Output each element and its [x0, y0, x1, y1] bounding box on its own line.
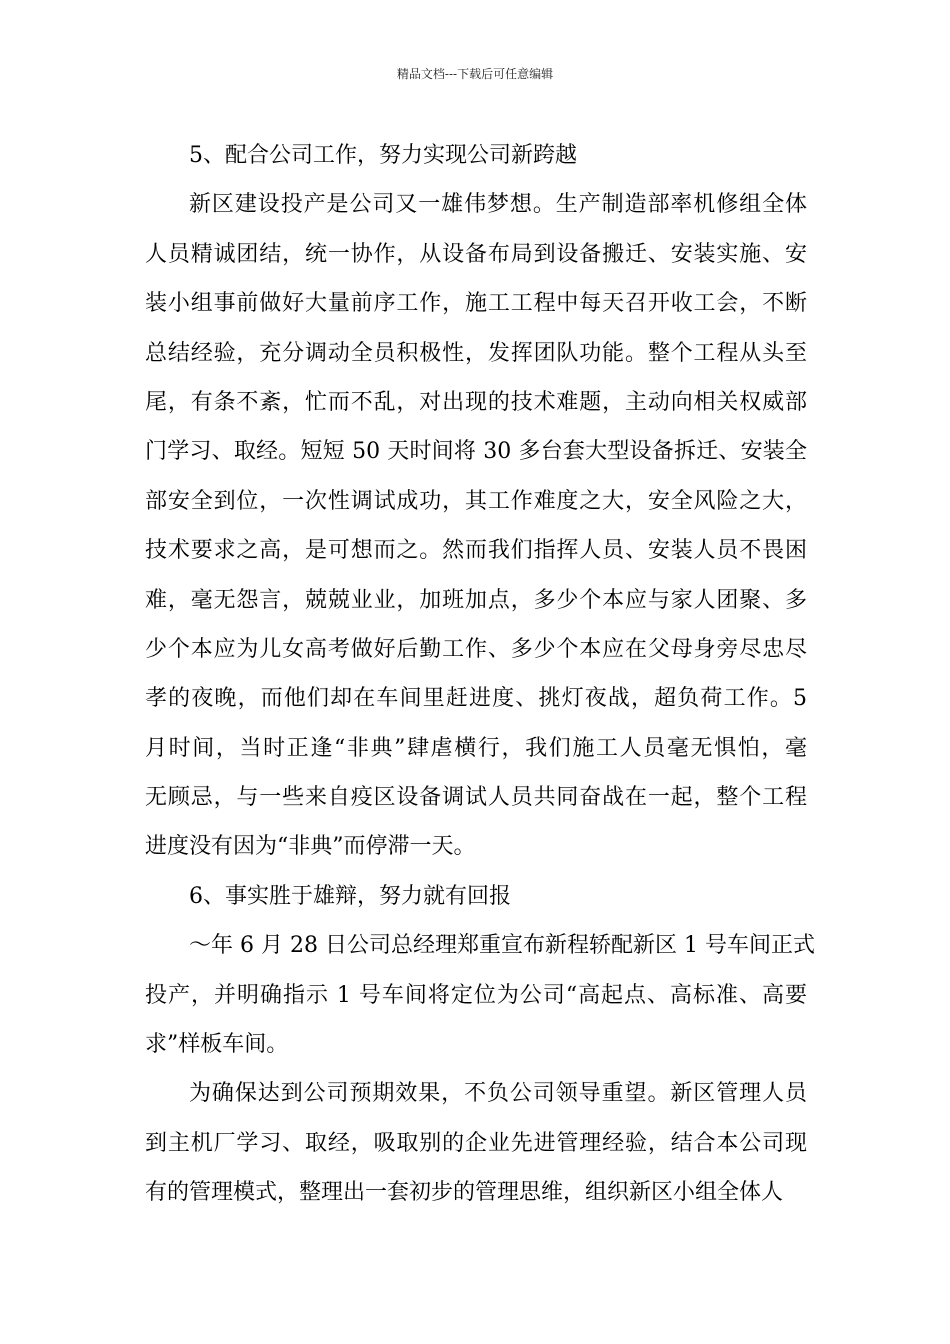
page-header: 精品文档---下载后可任意编辑 — [396, 67, 554, 81]
section-heading: 5、配合公司工作，努力实现公司新跨越 — [189, 143, 577, 168]
paragraph-line: 月时间，当时正逢“非典”肆虐横行，我们施工人员毫无惧怕，毫 — [145, 735, 807, 761]
paragraph-line: 部安全到位，一次性调试成功，其工作难度之大，安全风险之大， — [145, 488, 807, 514]
paragraph-line: 门学习、取经。短短 50 天时间将 30 多台套大型设备拆迁、安装全 — [145, 439, 807, 465]
paragraph-line: 尾，有条不紊，忙而不乱，对出现的技术难题，主动向相关权威部 — [145, 389, 807, 415]
paragraph — [145, 921, 815, 1069]
paragraph-line: 人员精诚团结，统一协作，从设备布局到设备搬迁、安装实施、安 — [145, 241, 807, 267]
document-body — [145, 131, 815, 1218]
paragraph-line: 少个本应为儿女高考做好后勤工作、多少个本应在父母身旁尽忠尽 — [145, 636, 807, 662]
paragraph-line: 有的管理模式，整理出一套初步的管理思维，组织新区小组全体人 — [145, 1180, 784, 1206]
paragraph-line: 新区建设投产是公司又一雄伟梦想。生产制造部率机修组全体 — [189, 192, 807, 218]
section-heading: 6、事实胜于雄辩，努力就有回报 — [189, 883, 511, 909]
paragraph-line: 技术要求之高，是可想而之。然而我们指挥人员、安装人员不畏困 — [145, 538, 807, 564]
paragraph-line: 总结经验，充分调动全员积极性，发挥团队功能。整个工程从头至 — [145, 340, 807, 366]
paragraph-line: 投产，并明确指示 1 号车间将定位为公司“高起点、高标准、高要 — [145, 982, 807, 1008]
paragraph-line: 无顾忌，与一些来自疫区设备调试人员共同奋战在一起，整个工程 — [145, 785, 807, 811]
paragraph-line: 孝的夜晚，而他们却在车间里赶进度、挑灯夜战，超负荷工作。5 — [145, 686, 807, 712]
paragraph-line: ～年 6 月 28 日公司总经理郑重宣布新程轿配新区 1 号车间正式 — [189, 933, 815, 959]
paragraph — [145, 1069, 807, 1217]
paragraph-line: 进度没有因为“非典”而停滞一天。 — [145, 834, 476, 860]
paragraph — [145, 180, 807, 871]
paragraph-line: 到主机厂学习、取经，吸取别的企业先进管理经验，结合本公司现 — [145, 1130, 807, 1156]
paragraph-line: 求”样板车间。 — [145, 1032, 289, 1058]
paragraph-line: 难，毫无怨言，兢兢业业，加班加点，多少个本应与家人团聚、多 — [145, 587, 807, 613]
paragraph-line: 装小组事前做好大量前序工作，施工工程中每天召开收工会，不断 — [145, 291, 807, 317]
paragraph-line: 为确保达到公司预期效果，不负公司领导重望。新区管理人员 — [189, 1081, 807, 1107]
